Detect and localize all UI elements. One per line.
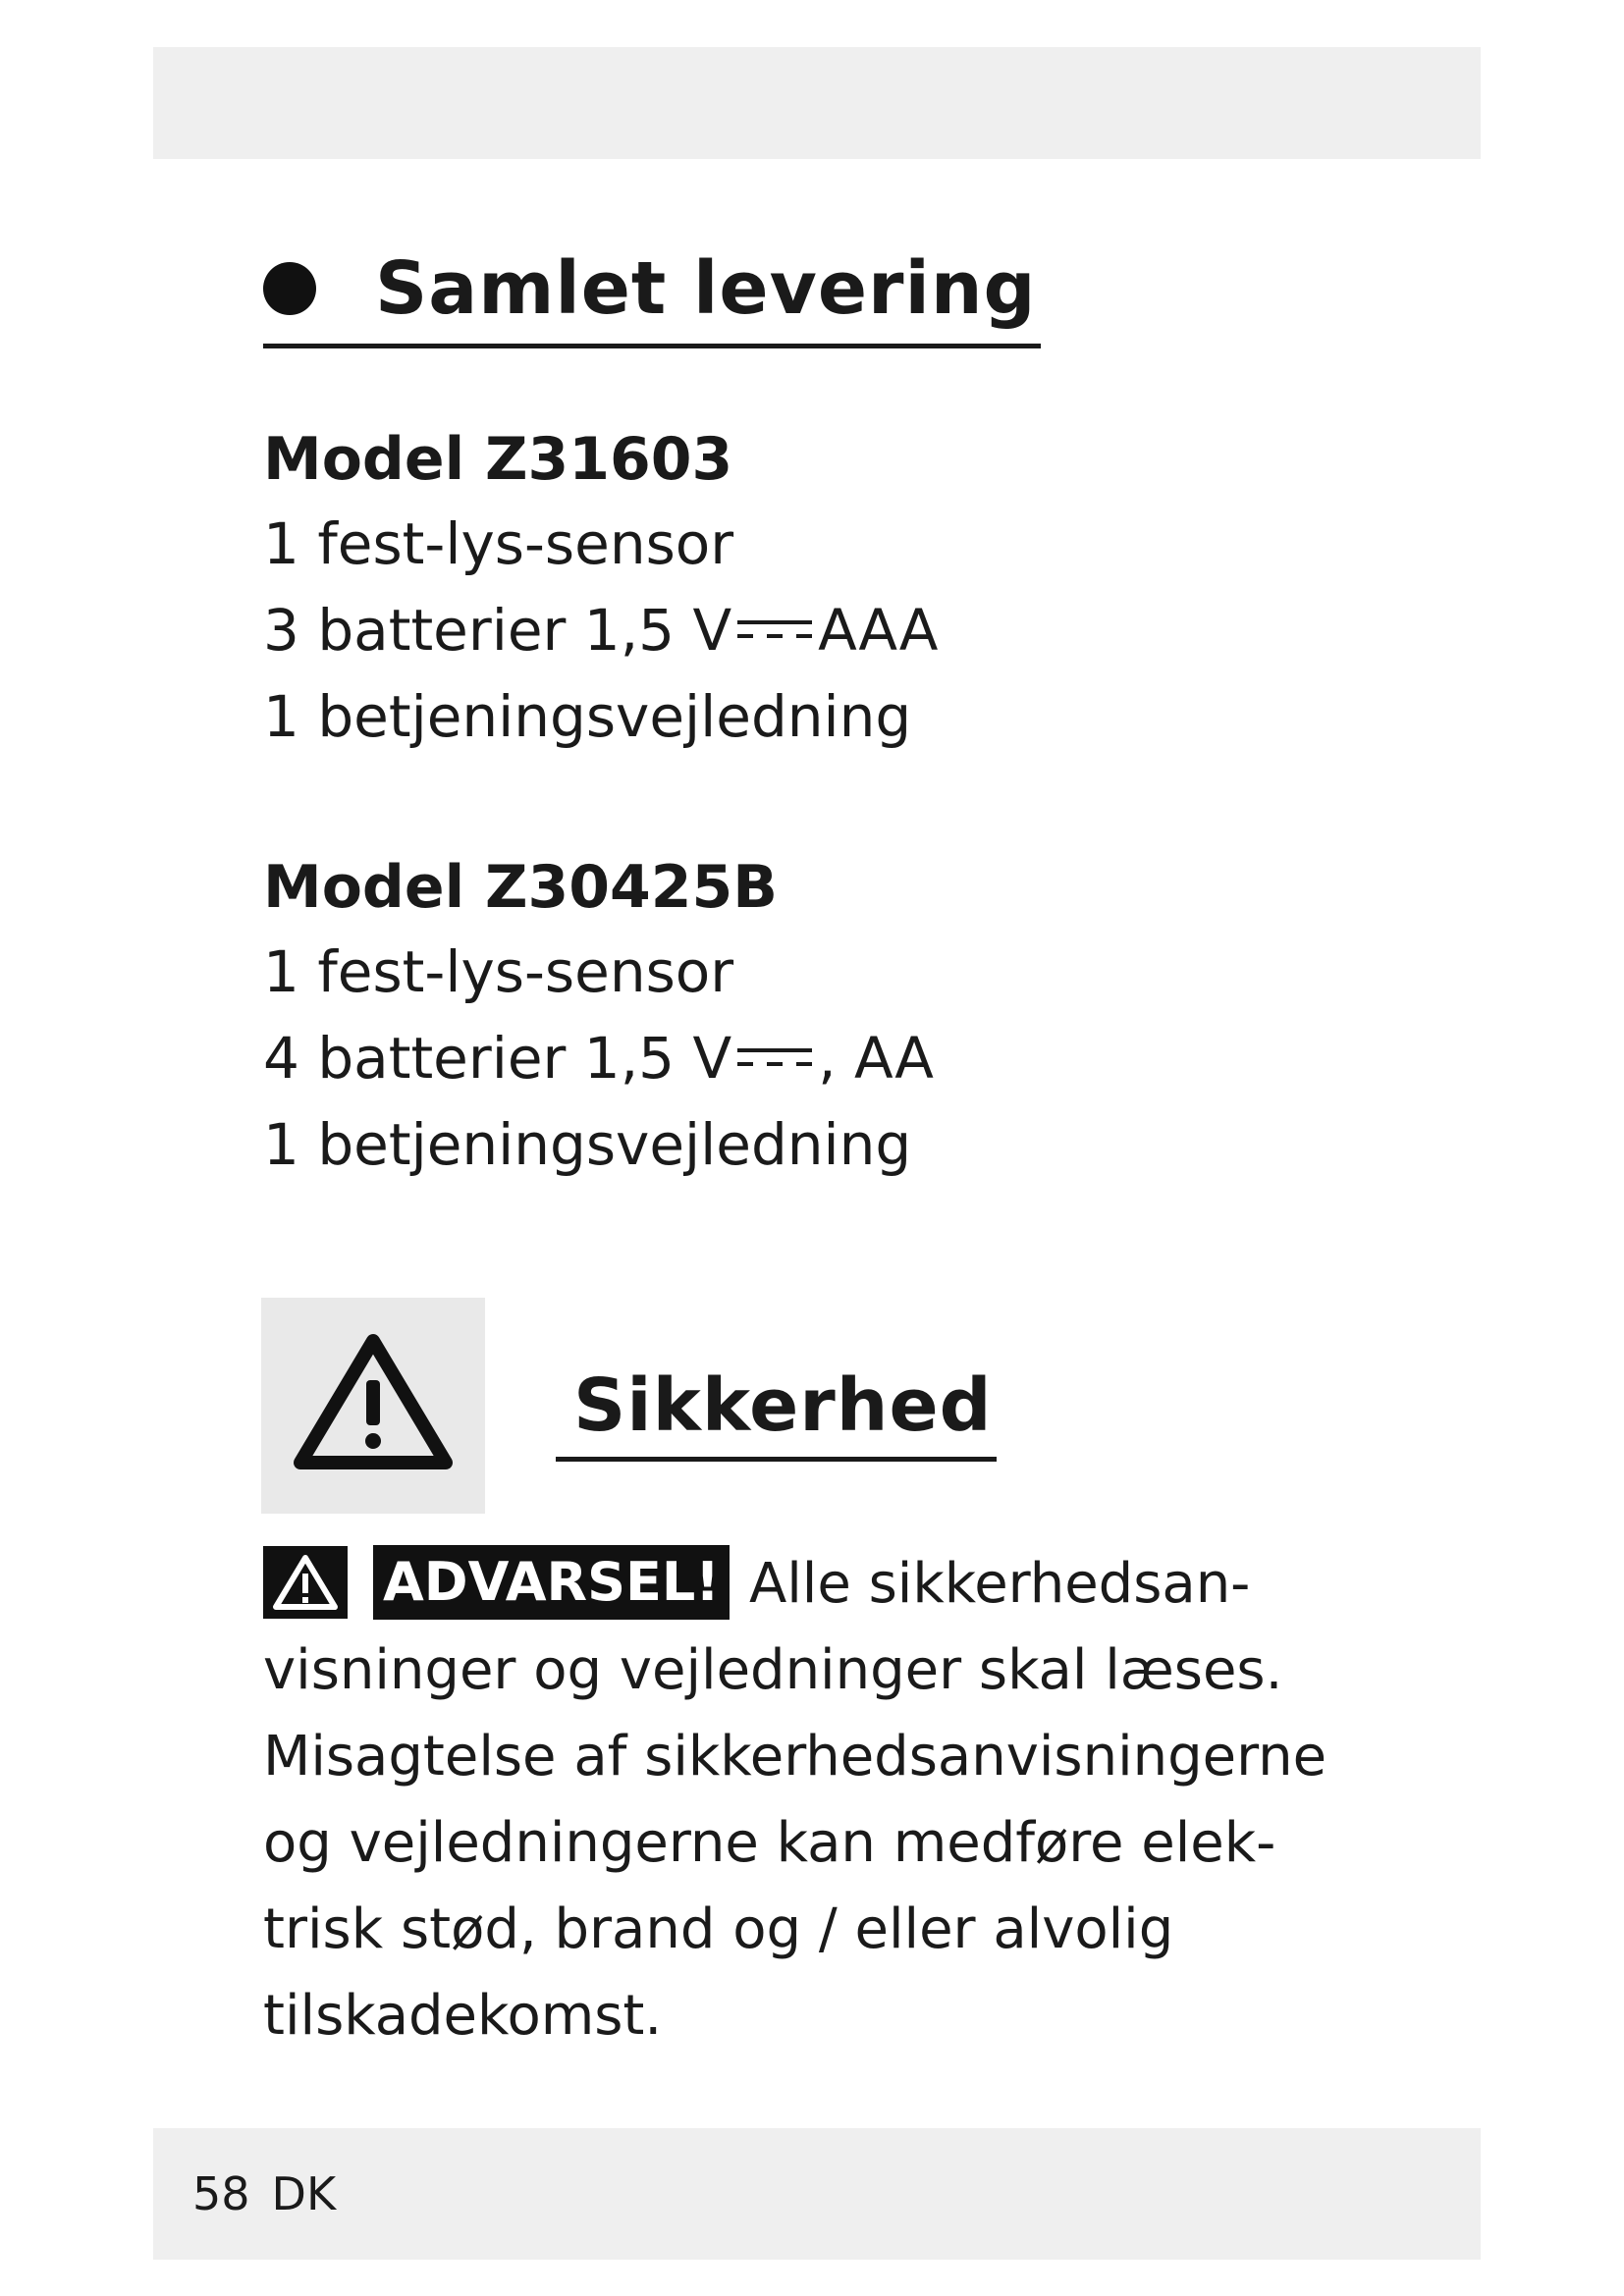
warning-triangle-icon — [291, 1329, 456, 1474]
battery-type: AAA — [818, 597, 939, 664]
language-code: DK — [271, 2167, 337, 2220]
warning-triangle-icon — [263, 1546, 348, 1619]
warning-line: visninger og vejledninger skal læses. — [263, 1638, 1283, 1702]
dc-current-icon — [735, 1043, 814, 1071]
dc-current-icon — [735, 615, 814, 643]
battery-type: , AA — [818, 1025, 934, 1092]
header-band — [153, 47, 1481, 159]
section-title-safety: Sikkerhed — [573, 1363, 993, 1448]
footer-band — [153, 2128, 1481, 2260]
warning-line — [263, 1541, 1422, 1628]
model-block-z30425b — [263, 846, 934, 1188]
warning-paragraph — [263, 1541, 1422, 2059]
warning-line: tilskadekomst. — [263, 1984, 663, 2048]
model-title: Model Z31603 — [263, 425, 733, 494]
warning-line: og vejledningerne kan medføre elek- — [263, 1811, 1276, 1875]
section-heading-safety — [556, 1355, 997, 1462]
list-item: 1 betjeningsvejledning — [263, 1111, 912, 1178]
section-heading-delivery — [263, 234, 1041, 348]
model-block-z31603 — [263, 418, 938, 760]
list-item-battery — [263, 1015, 934, 1101]
list-item: 1 betjeningsvejledning — [263, 683, 912, 750]
warning-line: Misagtelse af sikkerhedsanvisningerne — [263, 1725, 1327, 1789]
page-number: 58 — [192, 2167, 250, 2220]
battery-text: 4 batterier 1,5 V — [263, 1025, 732, 1092]
section-title-delivery: Samlet levering — [375, 246, 1037, 331]
footer — [192, 2167, 336, 2220]
list-item-battery — [263, 587, 938, 673]
list-item: 1 fest-lys-sensor — [263, 510, 734, 577]
warning-label: ADVARSEL! — [373, 1545, 730, 1620]
list-item: 1 fest-lys-sensor — [263, 938, 734, 1005]
model-title: Model Z30425B — [263, 853, 779, 922]
battery-text: 3 batterier 1,5 V — [263, 597, 732, 664]
warning-line: trisk stød, brand og / eller alvolig — [263, 1897, 1174, 1961]
warning-text: Alle sikkerhedsan- — [748, 1552, 1251, 1616]
warning-symbol-box — [261, 1298, 485, 1514]
bullet-icon — [263, 262, 316, 315]
